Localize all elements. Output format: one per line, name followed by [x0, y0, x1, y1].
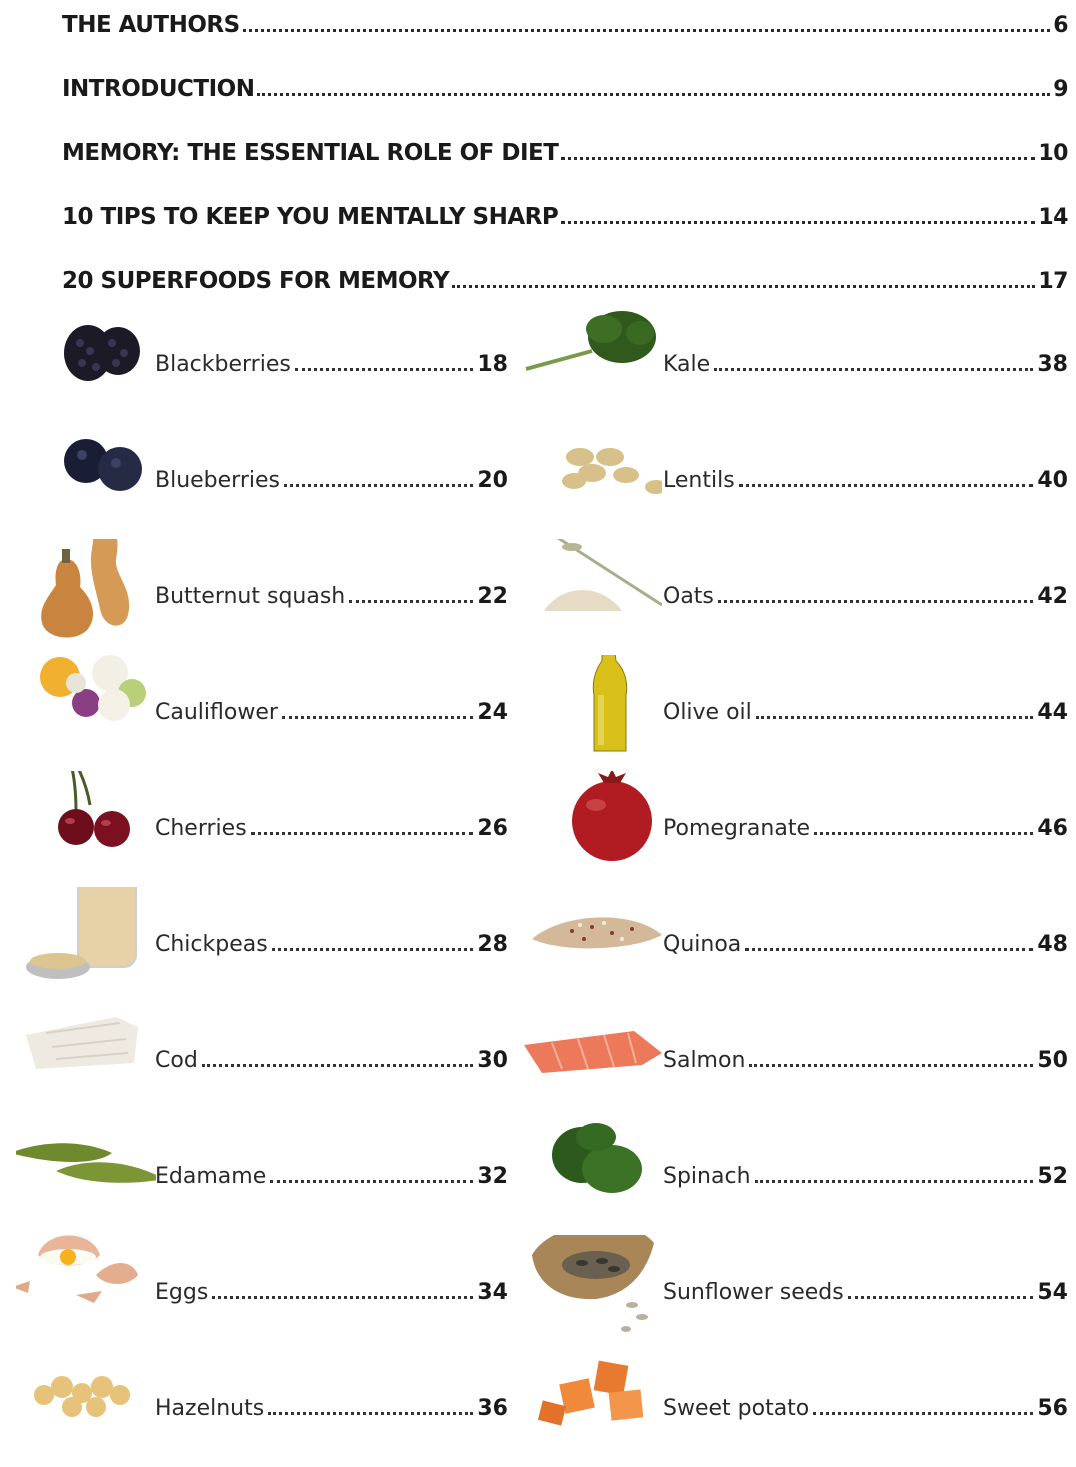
food-entry-blueberries[interactable]	[16, 423, 508, 539]
dot-leader	[349, 600, 473, 603]
food-page: 50	[1037, 1048, 1068, 1073]
dot-leader	[749, 1064, 1033, 1067]
food-name: Cauliflower	[155, 700, 278, 725]
hazelnuts-icon	[16, 1351, 156, 1467]
toc-entry-superfoods[interactable]	[62, 260, 1068, 294]
food-name: Sunflower seeds	[663, 1280, 844, 1305]
toc-entry-title: THE AUTHORS	[62, 12, 240, 38]
pomegranate-icon	[522, 771, 662, 887]
food-entry-edamame[interactable]	[16, 1119, 508, 1235]
toc-entry-page: 17	[1038, 269, 1068, 294]
toc-entry-page: 14	[1038, 205, 1068, 230]
toc-entry-page: 10	[1038, 141, 1068, 166]
food-entry-butternut-squash[interactable]	[16, 539, 508, 655]
dot-leader	[212, 1296, 473, 1299]
dot-leader	[739, 484, 1034, 487]
dot-leader	[452, 285, 1035, 288]
food-name: Blueberries	[155, 468, 280, 493]
food-name: Salmon	[663, 1048, 746, 1073]
food-name: Cherries	[155, 816, 247, 841]
food-page: 40	[1037, 468, 1068, 493]
toc-entry-memory-diet[interactable]	[62, 132, 1068, 166]
food-page: 36	[477, 1396, 508, 1421]
food-page: 18	[477, 352, 508, 377]
toc-entry-title: INTRODUCTION	[62, 76, 255, 102]
olive-oil-icon	[522, 655, 662, 771]
food-name: Eggs	[155, 1280, 209, 1305]
cherries-icon	[16, 771, 156, 887]
food-name: Edamame	[155, 1164, 267, 1189]
food-entry-lentils[interactable]	[522, 423, 1068, 539]
food-entry-hazelnuts[interactable]	[16, 1351, 508, 1467]
dot-leader	[756, 716, 1034, 719]
food-page: 52	[1037, 1164, 1068, 1189]
food-entry-cherries[interactable]	[16, 771, 508, 887]
edamame-icon	[16, 1119, 156, 1235]
toc-entry-title: MEMORY: THE ESSENTIAL ROLE OF DIET	[62, 140, 559, 166]
dot-leader	[282, 716, 473, 719]
food-page: 56	[1037, 1396, 1068, 1421]
toc-entry-introduction[interactable]	[62, 68, 1068, 102]
food-page: 44	[1037, 700, 1068, 725]
food-entry-row	[663, 1159, 1068, 1189]
food-name: Quinoa	[663, 932, 742, 957]
dot-leader	[295, 368, 474, 371]
food-page: 20	[477, 468, 508, 493]
food-entry-salmon[interactable]	[522, 1003, 1068, 1119]
food-entry-row	[663, 927, 1068, 957]
food-page: 28	[477, 932, 508, 957]
food-name: Sweet potato	[663, 1396, 810, 1421]
dot-leader	[257, 93, 1050, 96]
toc-entry-tips[interactable]	[62, 196, 1068, 230]
food-entry-row	[663, 347, 1068, 377]
dot-leader	[848, 1296, 1034, 1299]
dot-leader	[268, 1412, 473, 1415]
food-entry-row	[155, 1043, 508, 1073]
food-entry-row	[663, 579, 1068, 609]
food-entry-row	[663, 811, 1068, 841]
butternut-squash-icon	[16, 539, 156, 655]
blackberries-icon	[16, 307, 156, 423]
cod-icon	[16, 1003, 156, 1119]
food-page: 30	[477, 1048, 508, 1073]
oats-icon	[522, 539, 662, 655]
sweet-potato-icon	[522, 1351, 662, 1467]
dot-leader	[745, 948, 1033, 951]
food-name: Lentils	[663, 468, 735, 493]
toc-entry-page: 6	[1053, 13, 1068, 38]
blueberries-icon	[16, 423, 156, 539]
quinoa-icon	[522, 887, 662, 1003]
dot-leader	[714, 368, 1033, 371]
sunflower-seeds-icon	[522, 1235, 662, 1351]
dot-leader	[718, 600, 1033, 603]
food-entry-row	[155, 1391, 508, 1421]
food-name: Butternut squash	[155, 584, 346, 609]
food-page: 46	[1037, 816, 1068, 841]
food-name: Hazelnuts	[155, 1396, 265, 1421]
food-name: Chickpeas	[155, 932, 268, 957]
food-page: 32	[477, 1164, 508, 1189]
food-page: 48	[1037, 932, 1068, 957]
toc-entry-authors[interactable]	[62, 4, 1068, 38]
dot-leader	[813, 1412, 1033, 1415]
food-entry-row	[155, 927, 508, 957]
dot-leader	[272, 948, 474, 951]
food-name: Olive oil	[663, 700, 752, 725]
food-entry-row	[663, 1391, 1068, 1421]
food-entry-kale[interactable]	[522, 307, 1068, 423]
dot-leader	[814, 832, 1033, 835]
food-entry-blackberries[interactable]	[16, 307, 508, 423]
food-page: 42	[1037, 584, 1068, 609]
food-entry-row	[155, 579, 508, 609]
food-name: Blackberries	[155, 352, 291, 377]
food-entry-row	[663, 1275, 1068, 1305]
food-name: Cod	[155, 1048, 198, 1073]
food-entry-quinoa[interactable]	[522, 887, 1068, 1003]
salmon-icon	[522, 1003, 662, 1119]
cauliflower-icon	[16, 655, 156, 771]
food-entry-row	[155, 811, 508, 841]
food-entry-row	[663, 695, 1068, 725]
dot-leader	[561, 221, 1035, 224]
food-entry-row	[155, 347, 508, 377]
food-entry-eggs[interactable]	[16, 1235, 508, 1351]
food-entry-cauliflower[interactable]	[16, 655, 508, 771]
food-name: Kale	[663, 352, 711, 377]
dot-leader	[270, 1180, 473, 1183]
dot-leader	[202, 1064, 474, 1067]
dot-leader	[561, 157, 1035, 160]
food-entry-spinach[interactable]	[522, 1119, 1068, 1235]
food-page: 54	[1037, 1280, 1068, 1305]
food-entry-cod[interactable]	[16, 1003, 508, 1119]
food-entry-olive-oil[interactable]	[522, 655, 1068, 771]
spinach-icon	[522, 1119, 662, 1235]
food-page: 38	[1037, 352, 1068, 377]
toc-entry-page: 9	[1053, 77, 1068, 102]
dot-leader	[284, 484, 473, 487]
food-entry-sunflower-seeds[interactable]	[522, 1235, 1068, 1351]
toc-entry-title: 10 TIPS TO KEEP YOU MENTALLY SHARP	[62, 204, 559, 230]
kale-icon	[522, 307, 662, 423]
dot-leader	[755, 1180, 1034, 1183]
food-entry-row	[155, 695, 508, 725]
food-name: Pomegranate	[663, 816, 810, 841]
dot-leader	[243, 29, 1050, 32]
food-entry-sweet-potato[interactable]	[522, 1351, 1068, 1467]
food-page: 24	[477, 700, 508, 725]
food-entry-oats[interactable]	[522, 539, 1068, 655]
food-entry-row	[155, 1159, 508, 1189]
food-page: 26	[477, 816, 508, 841]
food-entry-row	[663, 1043, 1068, 1073]
eggs-icon	[16, 1235, 156, 1351]
food-page: 22	[477, 584, 508, 609]
food-entry-chickpeas[interactable]	[16, 887, 508, 1003]
food-name: Oats	[663, 584, 714, 609]
food-page: 34	[477, 1280, 508, 1305]
food-entry-row	[155, 1275, 508, 1305]
food-entry-row	[663, 463, 1068, 493]
toc-entry-title: 20 SUPERFOODS FOR MEMORY	[62, 268, 450, 294]
food-entry-row	[155, 463, 508, 493]
food-entry-pomegranate[interactable]	[522, 771, 1068, 887]
chickpeas-icon	[16, 887, 156, 1003]
dot-leader	[251, 832, 474, 835]
food-name: Spinach	[663, 1164, 751, 1189]
lentils-icon	[522, 423, 662, 539]
